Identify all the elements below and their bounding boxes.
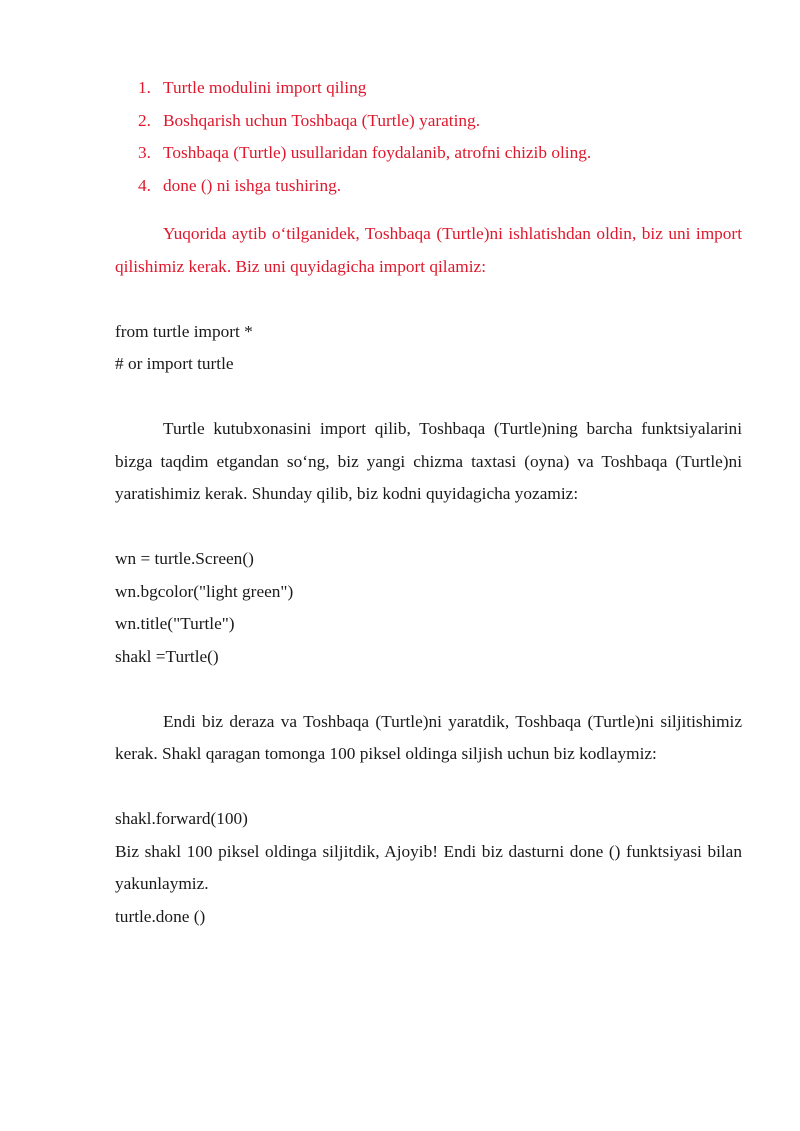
steps-list: [115, 72, 742, 202]
list-number: 4.: [138, 175, 151, 195]
paragraph-move-intro: Endi biz deraza va Toshbaqa (Turtle)ni yaratdik, Toshbaqa (Turtle)ni siljitishimiz kerak. Shakl qaragan tomonga 100 piksel oldinga siljish uchun biz kodlaymiz:: [115, 711, 742, 764]
code-line: # or import turtle: [115, 354, 234, 374]
paragraph-import-intro: Yuqorida aytib o‘tilganidek, Toshbaqa (Turtle)ni ishlatishdan oldin, biz uni import qilishimiz kerak. Biz uni quyidagicha import qilamiz:: [115, 224, 742, 276]
list-text: Turtle modulini import qiling: [163, 78, 367, 97]
spacer: [115, 511, 742, 544]
list-item: [115, 170, 742, 203]
list-item: [115, 72, 742, 105]
spacer: [115, 771, 742, 804]
code-line: wn.title("Turtle"): [115, 614, 235, 634]
list-number: 1.: [138, 78, 151, 97]
list-item: [115, 137, 742, 170]
paragraph-screen-intro: Turtle kutubxonasini import qilib, Toshbaqa (Turtle)ning barcha funktsiyalarini bizga taqdim etgandan so‘ng, biz yangi chizma taxtasi (oyna) va Toshbaqa (Turtle)ni yaratishimiz kerak. Shunday qilib, biz kodni quyidagicha yozamiz:: [115, 419, 742, 504]
code-line: from turtle import *: [115, 321, 253, 341]
list-number: 3.: [138, 143, 151, 163]
code-line: shakl =Turtle(): [115, 646, 219, 666]
page-content: [115, 72, 742, 933]
code-line: turtle.done (): [115, 906, 206, 926]
spacer: [115, 381, 742, 414]
spacer: [115, 283, 742, 316]
list-number: 2.: [138, 110, 151, 130]
paragraph-done-intro: Biz shakl 100 piksel oldinga siljitdik, Ajoyib! Endi biz dasturni done () funktsiyasi bilan yakunlaymiz.: [115, 841, 742, 894]
code-line: wn = turtle.Screen(): [115, 549, 254, 569]
list-text: done () ni ishga tushiring.: [163, 175, 342, 195]
list-text: Toshbaqa (Turtle) usullaridan foydalanib, atrofni chizib oling.: [163, 143, 592, 163]
code-line: shakl.forward(100): [115, 809, 248, 829]
spacer: [115, 673, 742, 706]
code-line: wn.bgcolor("light green"): [115, 581, 294, 601]
list-item: [115, 105, 742, 138]
list-text: Boshqarish uchun Toshbaqa (Turtle) yarating.: [163, 110, 481, 130]
